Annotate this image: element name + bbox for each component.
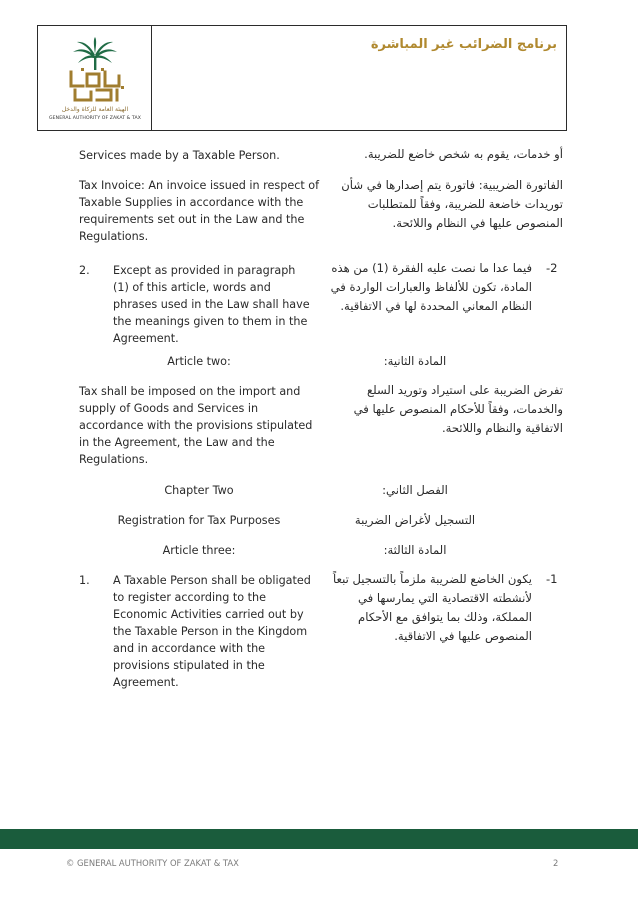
chapter-two-heading-ar: الفصل الثاني: [382,483,448,497]
article-two-heading-ar: المادة الثانية: [383,354,447,368]
item-2-number-en: 2. [79,264,90,277]
page-number: 2 [553,858,559,868]
logo-cell [38,26,152,130]
item-2-text-ar: فيما عدا ما نصت عليه الفقرة (1) من هذه المادة، تكون للألفاظ والعبارات الواردة في النظام المعاني المحددة لها في الاتفاقية. [330,261,532,313]
logo-english-text: GENERAL AUTHORITY OF ZAKAT & TAX [49,116,141,121]
item-1-number-ar: -1 [546,572,558,586]
footer-copyright: © GENERAL AUTHORITY OF ZAKAT & TAX [66,858,239,868]
article-two-body-en: Tax shall be imposed on the import and supply of Goods and Services in accordance with the provisions stipulated in the Agreement, the Law and the Regulations. [79,385,313,466]
services-text-ar: أو خدمات، يقوم به شخص خاضع للضريبة. [364,147,563,161]
chapter-two-heading-en: Chapter Two [164,484,234,497]
services-text-en: Services made by a Taxable Person. [79,149,280,162]
article-two-heading-en: Article two: [167,355,231,368]
document-header [37,25,567,131]
program-title: برنامج الضرائب غير المباشرة [370,37,557,52]
article-two-body-ar: تفرض الضريبة على استيراد وتوريد السلع والخدمات، وفقاً للأحكام المنصوص عليها في الاتفاقية والنظام واللائحة. [353,383,563,435]
registration-heading-en: Registration for Tax Purposes [117,514,281,527]
article-three-heading-ar: المادة الثالثة: [383,543,447,557]
logo-arabic-text: الهيئة العامة للزكاة والدخل [61,106,129,113]
zakat-logo-icon [57,36,133,104]
item-1-number-en: 1. [79,574,90,587]
article-three-heading-en: Article three: [162,544,236,557]
registration-heading-ar: التسجيل لأغراض الضريبة [354,513,476,527]
item-2-number-ar: -2 [546,261,558,275]
item-1-text-en: A Taxable Person shall be obligated to register according to the Economic Activities carried out by the Taxable Person in the Kingdom and in accordance with the provisions stipulated in the Agreement. [113,574,311,689]
item-1-text-ar: يكون الخاضع للضريبة ملزماً بالتسجيل تبعاً لأنشطته الاقتصادية التي يمارسها في المملكة، وذلك بما يتوافق مع الأحكام المنصوص عليها في الاتفاقية. [332,572,532,643]
item-2-text-en: Except as provided in paragraph (1) of this article, words and phrases used in the Law shall have the meanings given to them in the Agreement. [113,264,310,345]
footer-bar [0,829,638,849]
tax-invoice-definition-en: Tax Invoice: An invoice issued in respect of Taxable Supplies in accordance with the requirements set out in the Law and the Regulations. [79,179,320,243]
tax-invoice-definition-ar: الفاتورة الضريبية: فاتورة يتم إصدارها في شأن توريدات خاضعة للضريبة، وفقاً للمتطلبات المنصوص عليها في النظام واللائحة. [341,178,563,230]
